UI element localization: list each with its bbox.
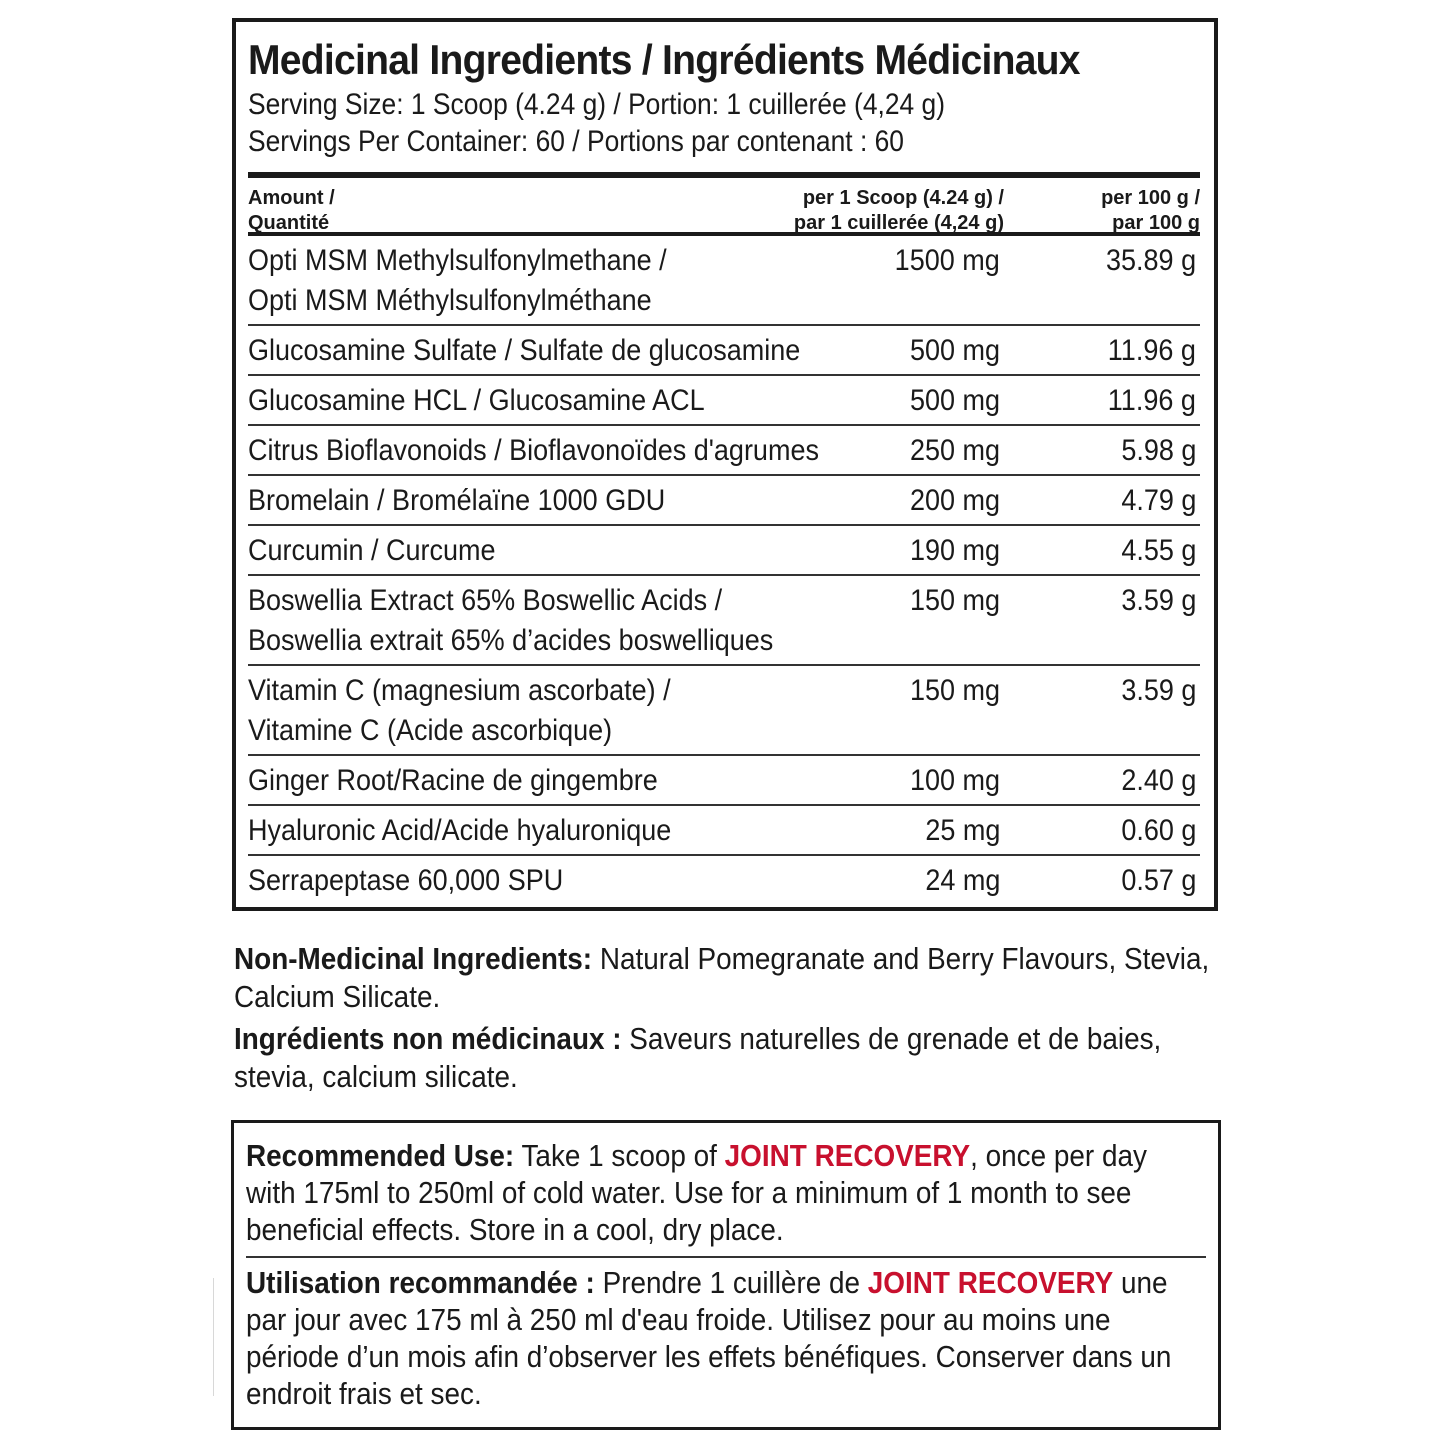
non-medicinal-en xyxy=(234,940,1224,1016)
per-100g-amount: 3.59 g xyxy=(1120,584,1196,617)
ingredient-name-line: Serrapeptase 60,000 SPU xyxy=(248,864,564,897)
non-medicinal-fr xyxy=(234,1020,1224,1096)
ingredient-name xyxy=(248,326,878,374)
recommended-use-en-label: Recommended Use: xyxy=(246,1138,515,1173)
ingredient-row xyxy=(248,236,1200,324)
serving-size: Serving Size: 1 Scoop (4.24 g) / Portion: 1 cuillerée (4,24 g) xyxy=(248,88,946,121)
ingredient-row xyxy=(248,576,1200,664)
ingredient-row xyxy=(248,526,1200,574)
ingredient-name-line: Bromelain / Bromélaïne 1000 GDU xyxy=(248,484,666,517)
per-100g-amount: 0.57 g xyxy=(1120,864,1196,897)
ingredient-name-line: Glucosamine Sulfate / Sulfate de glucosamine xyxy=(248,334,801,367)
per-scoop-amount: 150 mg xyxy=(909,674,1000,707)
per-scoop-amount: 150 mg xyxy=(909,584,1000,617)
non-medicinal-fr-text: Saveurs naturelles de grenade et de baies, stevia, calcium silicate. xyxy=(234,1021,1162,1094)
ingredient-name-line: Vitamin C (magnesium ascorbate) / xyxy=(248,674,671,707)
ingredient-row xyxy=(248,666,1200,754)
recommended-use-box xyxy=(231,1120,1221,1430)
ingredient-row xyxy=(248,476,1200,524)
ingredient-row xyxy=(248,806,1200,854)
ingredient-name-line: Opti MSM Methylsulfonylmethane / xyxy=(248,244,667,277)
per-scoop-amount: 25 mg xyxy=(924,814,1000,847)
ingredient-name xyxy=(248,426,878,474)
per-100g-amount: 4.55 g xyxy=(1120,534,1196,567)
non-medicinal-fr-label: Ingrédients non médicinaux : xyxy=(234,1021,622,1056)
ingredient-name xyxy=(248,756,878,804)
ingredient-name-line: Vitamine C (Acide ascorbique) xyxy=(248,714,613,747)
brand-name: JOINT RECOVERY xyxy=(867,1265,1114,1300)
per-100g-amount: 0.60 g xyxy=(1120,814,1196,847)
amount-header: Amount / Quantité xyxy=(248,187,335,234)
per-100g-amount: 11.96 g xyxy=(1107,334,1196,367)
ingredient-name-line: Boswellia Extract 65% Boswellic Acids / xyxy=(248,584,723,617)
panel-title: Medicinal Ingredients / Ingrédients Médicinaux xyxy=(248,36,1080,83)
ingredient-name xyxy=(248,476,878,524)
ingredient-row xyxy=(248,756,1200,804)
ingredient-row xyxy=(248,376,1200,424)
per-100g-amount: 5.98 g xyxy=(1120,434,1196,467)
servings-per-container: Servings Per Container: 60 / Portions par contenant : 60 xyxy=(248,125,904,158)
ingredient-name-line: Hyaluronic Acid/Acide hyaluronique xyxy=(248,814,672,847)
ingredient-name-line: Opti MSM Méthylsulfonylméthane xyxy=(248,284,652,317)
per-100g-amount: 2.40 g xyxy=(1120,764,1196,797)
per-scoop-amount: 100 mg xyxy=(909,764,1000,797)
per-scoop-amount: 1500 mg xyxy=(894,244,1000,277)
per-scoop-amount: 24 mg xyxy=(924,864,1000,897)
per-100g-amount: 11.96 g xyxy=(1107,384,1196,417)
ingredient-name-line: Ginger Root/Racine de gingembre xyxy=(248,764,658,797)
per-scoop-amount: 190 mg xyxy=(909,534,1000,567)
ingredient-name xyxy=(248,526,878,574)
per-100g-amount: 3.59 g xyxy=(1120,674,1196,707)
per-scoop-header: per 1 Scoop (4.24 g) / par 1 cuillerée (4,24 g) xyxy=(793,187,1004,234)
recommended-use-fr-label: Utilisation recommandée : xyxy=(246,1265,595,1300)
ingredient-row xyxy=(248,426,1200,474)
ingredient-name-line: Glucosamine HCL / Glucosamine ACL xyxy=(248,384,705,417)
per-100g-header: per 100 g / par 100 g xyxy=(1101,187,1200,234)
per-100g-amount: 4.79 g xyxy=(1120,484,1196,517)
non-medicinal-en-label: Non-Medicinal Ingredients: xyxy=(234,941,593,976)
ingredient-row xyxy=(248,326,1200,374)
per-scoop-amount: 250 mg xyxy=(909,434,1000,467)
brand-name: JOINT RECOVERY xyxy=(724,1138,971,1173)
medicinal-ingredients-panel xyxy=(232,18,1218,911)
ingredient-name xyxy=(248,576,878,664)
ingredient-name xyxy=(248,856,878,904)
ingredient-list xyxy=(248,236,1200,904)
ingredient-row xyxy=(248,856,1200,904)
column-header-row xyxy=(248,178,1200,232)
per-scoop-amount: 200 mg xyxy=(909,484,1000,517)
edge-line xyxy=(213,1278,214,1396)
non-medicinal-ingredients xyxy=(234,940,1224,1100)
recommended-use-en: Recommended Use: Take 1 scoop of JOINT RECOVERY, once per day with 175ml to 250ml of cold water. Use for a minimum of 1 month to see beneficial effects. Store in a cool, dry place. xyxy=(246,1138,1147,1247)
recommended-use-fr: Utilisation recommandée : Prendre 1 cuillère de JOINT RECOVERY une par jour avec 175 ml à 250 ml d'eau froide. Utilisez pour au moins une période d’un mois afin d’observer les effets bénéfiques. Conserver dans un endroit frais et sec. xyxy=(246,1265,1172,1411)
non-medicinal-en-text: Natural Pomegranate and Berry Flavours, Stevia, Calcium Silicate. xyxy=(234,941,1210,1014)
ingredient-name xyxy=(248,236,878,324)
ingredient-name xyxy=(248,376,878,424)
per-scoop-amount: 500 mg xyxy=(909,384,1000,417)
per-scoop-amount: 500 mg xyxy=(909,334,1000,367)
ingredient-name xyxy=(248,806,878,854)
ingredient-name-line: Citrus Bioflavonoids / Bioflavonoïdes d'agrumes xyxy=(248,434,819,467)
ingredient-name-line: Boswellia extrait 65% d’acides boswelliques xyxy=(248,624,774,657)
use-divider xyxy=(246,1256,1206,1258)
per-100g-amount: 35.89 g xyxy=(1105,244,1196,277)
ingredient-name xyxy=(248,666,878,754)
ingredient-name-line: Curcumin / Curcume xyxy=(248,534,496,567)
